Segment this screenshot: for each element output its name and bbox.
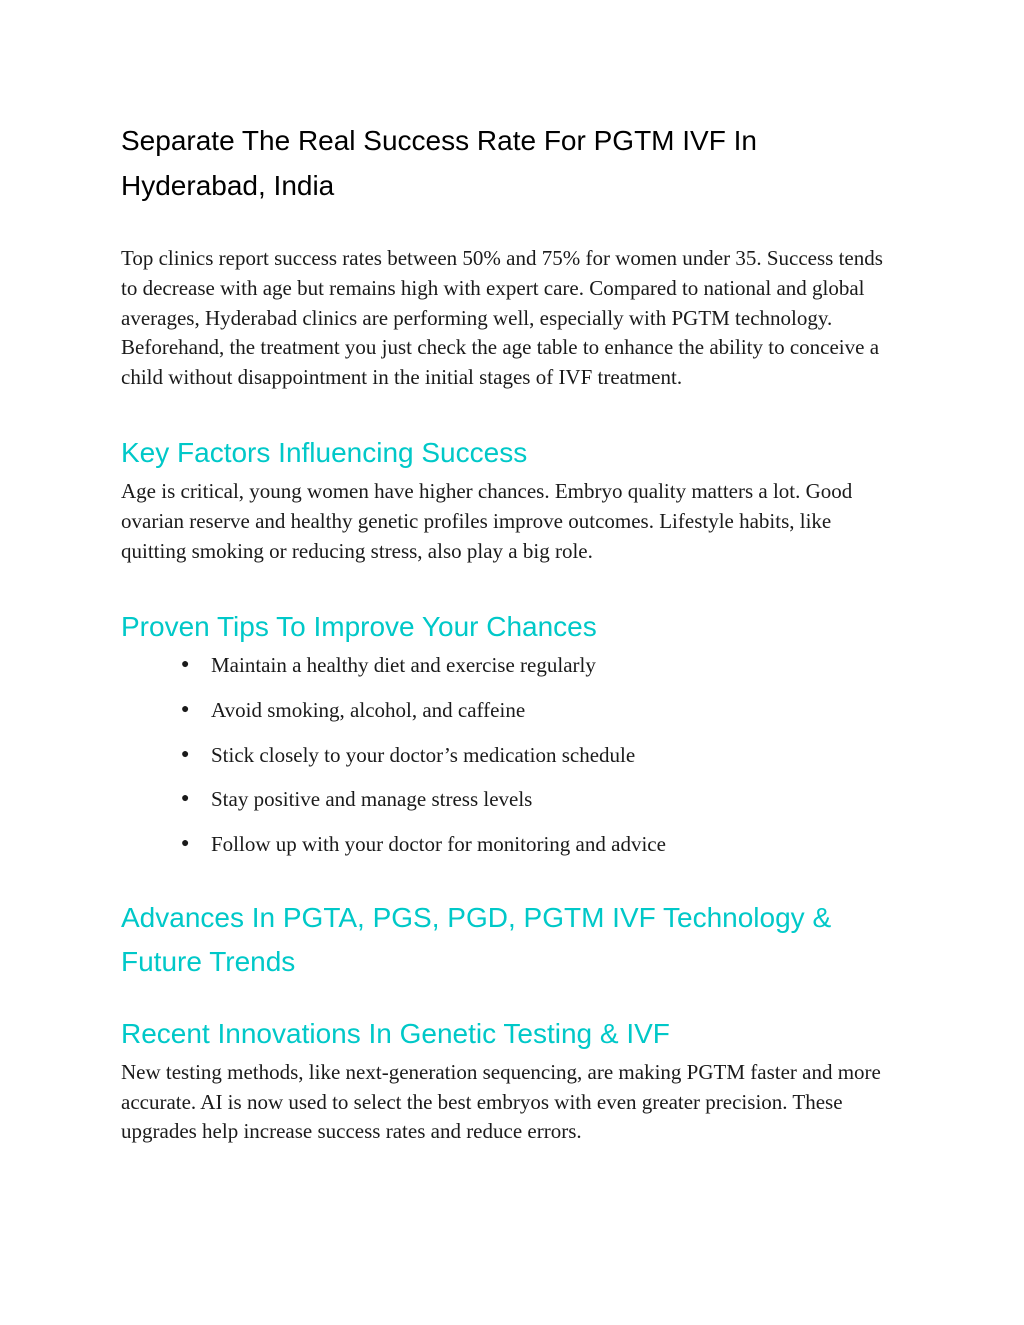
list-item-text: Stay positive and manage stress levels xyxy=(211,787,533,812)
innovations-paragraph: New testing methods, like next-generation sequencing, are making PGTM faster and more accurate. AI is now used to select the best embryos with even greater precision. These upgrades help increase success rates and reduce errors. xyxy=(121,1059,881,1144)
page-title: Separate The Real Success Rate For PGTM IVF In Hyderabad, India xyxy=(121,125,757,201)
bullet-icon: ● xyxy=(181,701,190,717)
list-item xyxy=(181,650,901,680)
list-item xyxy=(181,829,901,859)
innovations-heading: Recent Innovations In Genetic Testing & IVF xyxy=(121,1017,670,1049)
tips-heading: Proven Tips To Improve Your Chances xyxy=(121,611,597,643)
intro-paragraph: Top clinics report success rates between 50% and 75% for women under 35. Success tends to decrease with age but remains high with expert care. Compared to national and global averages, Hyderabad clinics are performing well, especially with PGTM technology. Beforehand, the treatment you just check the age table to enhance the ability to conceive a child without disappointment in the initial stages of IVF treatment. xyxy=(121,246,883,390)
bullet-icon: ● xyxy=(181,657,190,673)
tips-list xyxy=(121,650,901,858)
list-item xyxy=(181,695,901,725)
advances-heading: Advances In PGTA, PGS, PGD, PGTM IVF Technology & Future Trends xyxy=(121,901,832,977)
list-item-text: Stick closely to your doctor’s medication schedule xyxy=(211,742,636,767)
bullet-icon: ● xyxy=(181,835,190,851)
key-factors-heading: Key Factors Influencing Success xyxy=(121,436,528,468)
bullet-icon: ● xyxy=(181,791,190,807)
list-item-text: Follow up with your doctor for monitoring and advice xyxy=(211,831,666,856)
list-item-text: Avoid smoking, alcohol, and caffeine xyxy=(211,697,526,722)
key-factors-paragraph: Age is critical, young women have higher chances. Embryo quality matters a lot. Good ovarian reserve and healthy genetic profiles improve outcomes. Lifestyle habits, like quitting smoking or reducing stress, also play a big role. xyxy=(121,478,853,563)
list-item-text: Maintain a healthy diet and exercise regularly xyxy=(211,653,596,678)
list-item xyxy=(181,740,901,770)
list-item xyxy=(181,784,901,814)
document-page xyxy=(121,118,901,1147)
bullet-icon: ● xyxy=(181,746,190,762)
